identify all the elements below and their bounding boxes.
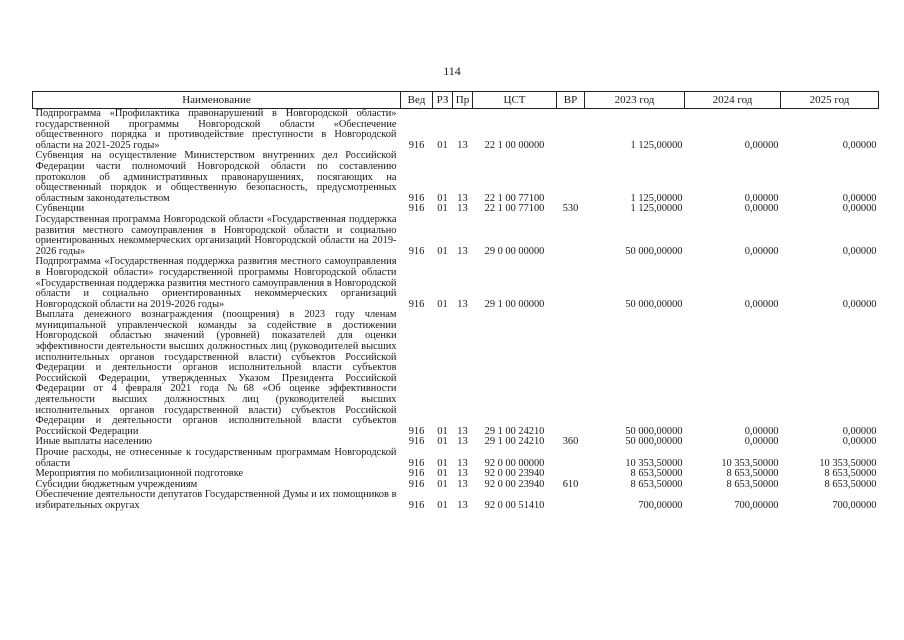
row-2024: 0,00000 xyxy=(744,192,779,204)
row-2024: 10 353,50000 xyxy=(721,457,779,469)
row-2024: 700,00000 xyxy=(734,499,779,511)
table-row xyxy=(33,490,879,511)
row-2023: 700,00000 xyxy=(638,499,683,511)
row-rz: 01 xyxy=(437,436,448,448)
col-header-2023: 2023 год xyxy=(585,92,685,109)
row-2025: 8 653,50000 xyxy=(824,468,877,480)
table-header-row xyxy=(33,92,879,109)
row-cst: 22 1 00 77100 xyxy=(484,203,545,215)
row-2023: 8 653,50000 xyxy=(630,468,683,480)
col-header-ved: Вед xyxy=(401,92,433,109)
col-header-name: Наименование xyxy=(33,92,401,109)
row-pr: 13 xyxy=(457,436,468,448)
row-2025: 0,00000 xyxy=(842,139,877,151)
row-cst: 29 1 00 24210 xyxy=(484,425,545,437)
row-ved: 916 xyxy=(408,478,425,490)
table-row xyxy=(33,215,879,257)
row-rz: 01 xyxy=(437,457,448,469)
row-ved: 916 xyxy=(408,457,425,469)
row-rz: 01 xyxy=(437,478,448,490)
row-rz: 01 xyxy=(437,298,448,310)
row-ved: 916 xyxy=(408,425,425,437)
row-2024: 8 653,50000 xyxy=(726,478,779,490)
row-2023: 50 000,00000 xyxy=(625,425,683,437)
row-2024: 0,00000 xyxy=(744,298,779,310)
row-name: Обеспечение деятельности депутатов Государственной Думы и их помощников в избирательных округах xyxy=(35,489,397,511)
budget-table xyxy=(32,91,879,512)
row-2024: 0,00000 xyxy=(744,139,779,151)
col-header-2025: 2025 год xyxy=(781,92,879,109)
row-2025: 700,00000 xyxy=(832,499,877,511)
row-rz: 01 xyxy=(437,245,448,257)
row-pr: 13 xyxy=(457,203,468,215)
row-cst: 92 0 00 51410 xyxy=(484,499,545,511)
row-pr: 13 xyxy=(457,139,468,151)
row-cst: 22 1 00 77100 xyxy=(484,192,545,204)
row-ved: 916 xyxy=(408,499,425,511)
row-2023: 1 125,00000 xyxy=(630,139,683,151)
row-vr xyxy=(557,109,585,152)
table-row xyxy=(33,448,879,469)
row-vr xyxy=(557,257,585,310)
row-2023: 50 000,00000 xyxy=(625,436,683,448)
row-2025: 10 353,50000 xyxy=(819,457,877,469)
table-row xyxy=(33,151,879,204)
page-number: 114 xyxy=(443,64,461,78)
row-ved: 916 xyxy=(408,139,425,151)
row-pr: 13 xyxy=(457,478,468,490)
table-row xyxy=(33,257,879,310)
row-vr xyxy=(557,151,585,204)
col-header-pr: Пр xyxy=(453,92,473,109)
row-name: Подпрограмма «Профилактика правонарушений в Новгородской области» государственной программы Новгородской области «Обеспечение общественного порядка и противодействие преступности в Новгородской области на 2021-2025 годы» xyxy=(35,108,397,151)
row-pr: 13 xyxy=(457,298,468,310)
table-row xyxy=(33,310,879,437)
row-vr xyxy=(557,215,585,257)
row-vr xyxy=(557,448,585,469)
row-vr: 530 xyxy=(562,203,579,215)
row-ved: 916 xyxy=(408,203,425,215)
row-name: Выплата денежного вознаграждения (поощрения) в 2023 году членам муниципальной управленческой команды за содействие в достижении Новгородской областью значений (уровней) показателей для оценки эффективности деятельности высших должностных лиц (руководителей высших исполнительных органов государственной власти) субъектов Российской Федерации и деятельности органов исполнительной власти субъектов Российской Федерации, утвержденных Указом Президента Российской Федерации от 4 февраля 2021 года №68 «Об оценке эффективности деятельности высших должностных лиц (руководителей высших исполнительных органов государственной власти) субъектов Российской Федерации и деятельности органов исполнительной власти субъектов Российской Федерации xyxy=(35,309,397,437)
col-header-2024: 2024 год xyxy=(685,92,781,109)
col-header-rz: РЗ xyxy=(433,92,453,109)
row-name: Субвенции xyxy=(35,203,85,215)
row-2024: 0,00000 xyxy=(744,425,779,437)
row-rz: 01 xyxy=(437,499,448,511)
row-2025: 0,00000 xyxy=(842,192,877,204)
table-row xyxy=(33,109,879,152)
row-pr: 13 xyxy=(457,457,468,469)
row-2025: 0,00000 xyxy=(842,203,877,215)
row-2024: 0,00000 xyxy=(744,245,779,257)
row-vr: 360 xyxy=(562,436,579,448)
row-2023: 50 000,00000 xyxy=(625,298,683,310)
row-ved: 916 xyxy=(408,436,425,448)
row-rz: 01 xyxy=(437,468,448,480)
row-cst: 92 0 00 23940 xyxy=(484,478,545,490)
row-ved: 916 xyxy=(408,298,425,310)
row-ved: 916 xyxy=(408,468,425,480)
row-rz: 01 xyxy=(437,192,448,204)
row-rz: 01 xyxy=(437,203,448,215)
col-header-cst: ЦСТ xyxy=(473,92,557,109)
row-vr xyxy=(557,310,585,437)
row-2025: 8 653,50000 xyxy=(824,478,877,490)
row-name: Подпрограмма «Государственная поддержка развития местного самоуправления в Новгородской области» государственной программы Новгородской области «Государственная поддержка развития местного самоуправления в Новгородской области и социально ориентированных некоммерческих организаций Новгородской области на 2019-2026 годы» xyxy=(35,256,397,310)
row-2023: 50 000,00000 xyxy=(625,245,683,257)
row-pr: 13 xyxy=(457,245,468,257)
row-2025: 0,00000 xyxy=(842,425,877,437)
row-2024: 0,00000 xyxy=(744,203,779,215)
row-2023: 10 353,50000 xyxy=(625,457,683,469)
row-pr: 13 xyxy=(457,192,468,204)
row-name: Иные выплаты населению xyxy=(35,436,153,448)
row-vr: 610 xyxy=(562,478,579,490)
row-pr: 13 xyxy=(457,425,468,437)
row-pr: 13 xyxy=(457,499,468,511)
row-pr: 13 xyxy=(457,468,468,480)
row-cst: 22 1 00 00000 xyxy=(484,139,545,151)
row-cst: 92 0 00 23940 xyxy=(484,468,545,480)
row-cst: 29 0 00 00000 xyxy=(484,245,545,257)
row-ved: 916 xyxy=(408,192,425,204)
row-2025: 0,00000 xyxy=(842,245,877,257)
row-2023: 1 125,00000 xyxy=(630,192,683,204)
row-name: Мероприятия по мобилизационной подготовке xyxy=(35,468,244,480)
row-2023: 8 653,50000 xyxy=(630,478,683,490)
row-2024: 8 653,50000 xyxy=(726,468,779,480)
row-cst: 29 1 00 24210 xyxy=(484,436,545,448)
row-rz: 01 xyxy=(437,425,448,437)
row-cst: 29 1 00 00000 xyxy=(484,298,545,310)
row-rz: 01 xyxy=(437,139,448,151)
row-2025: 0,00000 xyxy=(842,298,877,310)
row-cst: 92 0 00 00000 xyxy=(484,457,545,469)
row-name: Прочие расходы, не отнесенные к государственным программам Новгородской области xyxy=(35,447,397,469)
row-vr xyxy=(557,490,585,511)
row-2024: 0,00000 xyxy=(744,436,779,448)
row-name: Субсидии бюджетным учреждениям xyxy=(35,478,198,490)
row-2023: 1 125,00000 xyxy=(630,203,683,215)
row-name: Государственная программа Новгородской области «Государственная поддержка развития местного самоуправления в Новгородской области и социально ориентированных некоммерческих организаций Новгородской области на 2019-2026 годы» xyxy=(35,213,397,257)
row-name: Субвенция на осуществление Министерством внутренних дел Российской Федерации части полномочий Новгородской области по составлению протоколов об административных правонарушениях, посягающих на общественный порядок и общественную безопасность, предусмотренных областным законодательством xyxy=(35,150,397,204)
col-header-vr: ВР xyxy=(557,92,585,109)
row-2025: 0,00000 xyxy=(842,436,877,448)
row-ved: 916 xyxy=(408,245,425,257)
